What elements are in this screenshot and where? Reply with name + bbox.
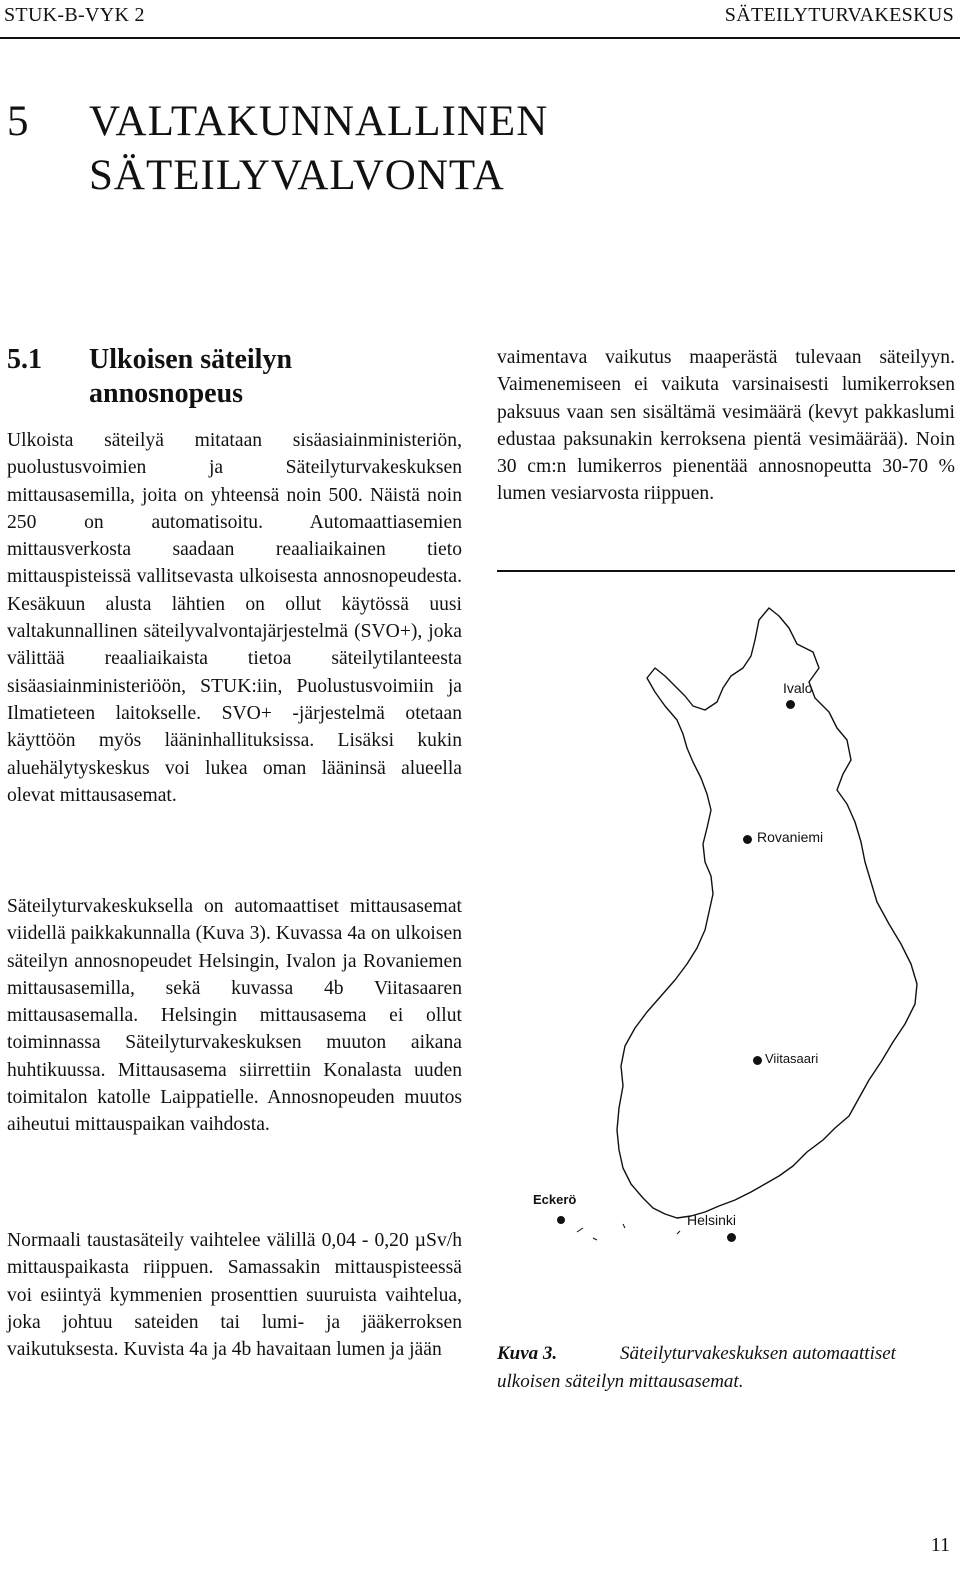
running-header-right: SÄTEILYTURVAKESKUS bbox=[724, 4, 954, 26]
header-rule bbox=[0, 37, 960, 39]
station-dot-viitasaari bbox=[753, 1056, 762, 1065]
section-number: 5.1 bbox=[7, 344, 42, 375]
station-label-eckero: Eckerö bbox=[533, 1192, 577, 1207]
chapter-number: 5 bbox=[7, 98, 30, 145]
station-label-helsinki: Helsinki bbox=[687, 1212, 737, 1228]
finland-outline bbox=[617, 608, 917, 1218]
station-dot-helsinki bbox=[727, 1233, 736, 1242]
caption-lead: Kuva 3. bbox=[497, 1343, 558, 1364]
body-paragraph-2: Säteilyturvakeskuksella on automaattiset mittausasemat viidellä paikkakunnalla (Kuva 3). Kuvassa 4a on ulkoisen säteilyn annosnopeudet Helsingin, Ivalon ja Rovaniemen mittausasemilla, sekä kuvassa 4b Viitasaaren mittausasemalla. Helsingin mittausasema ei ollut toiminnassa Säteilyturvakeskuksen muuton aikana huhtikuussa. Mittausasema siirrettiin Konalasta uuden toimitalon katolle Laippatielle. Annosnopeuden muutos aiheutui mittauspaikan vaihdosta. bbox=[7, 896, 462, 1136]
station-dot-ivalo bbox=[786, 700, 795, 709]
station-label-ivalo: Ivalo bbox=[783, 680, 813, 696]
finland-outline-map bbox=[497, 572, 955, 1252]
archipelago-dots bbox=[577, 1224, 680, 1240]
body-paragraph-3: Normaali taustasäteily vaihtelee välillä 0,04 - 0,20 µSv/h mittauspaikasta riippuen. Samassakin mittauspisteessä voi esiintyä kymmenien prosenttien suuruista vaihtelua, joka johtuu sateiden tai lumi- ja jääkerroksen vaikutuksesta. Kuvista 4a ja 4b havaitaan lumen ja jään bbox=[7, 1230, 462, 1361]
section-title-line1: Ulkoisen säteilyn bbox=[89, 344, 293, 375]
section-title-line2: annosnopeus bbox=[89, 378, 244, 409]
caption-text: Säteilyturvakeskuksen automaattiset ulkoisen säteilyn mittausasemat. bbox=[497, 1343, 896, 1392]
chapter-title bbox=[7, 95, 548, 203]
station-dot-rovaniemi bbox=[743, 835, 752, 844]
chapter-title-line1: VALTAKUNNALLINEN bbox=[89, 98, 549, 145]
station-label-viitasaari: Viitasaari bbox=[765, 1051, 819, 1066]
page-number: 11 bbox=[930, 1534, 950, 1556]
figure-caption bbox=[497, 1340, 957, 1396]
running-header-left: STUK-B-VYK 2 bbox=[4, 4, 145, 26]
chapter-title-line2: SÄTEILYVALVONTA bbox=[89, 152, 505, 199]
station-label-rovaniemi: Rovaniemi bbox=[757, 829, 824, 845]
station-dot-eckero bbox=[557, 1216, 565, 1224]
body-paragraph-1: Ulkoista säteilyä mitataan sisäasiainministeriön, puolustusvoimien ja Säteilyturvakeskuksen mittausasemilla, joita on yhteensä noin 500. Näistä noin 250 on automatisoitu. Automaattiasemien mittausverkosta saadaan reaaliaikainen tieto mittauspisteissä vallitsevasta ulkoisesta annosnopeudesta. Kesäkuun alusta lähtien on ollut käytössä uusi valtakunnallinen säteilyvalvontajärjestelmä (SVO+), joka välittää reaaliaikaista tietoa säteilytilanteesta sisäasiainministeriöön, STUK:iin, Puolustusvoimiin ja Ilmatieteen laitokselle. SVO+ -järjestelmä otetaan käyttöön myös lääninhallituksissa. Lisäksi kukin aluehälytyskeskus voi lukea oman lääninsä alueella olevat mittausasemat. bbox=[7, 430, 462, 806]
finland-station-map bbox=[497, 570, 955, 1252]
section-title bbox=[7, 343, 292, 411]
body-paragraph-right: vaimentava vaikutus maaperästä tulevaan säteilyyn. Vaimenemiseen ei vaikuta varsinaisesti lumikerroksen paksuus vaan sen sisältämä vesimäärä (kevyt pakkaslumi edustaa paksunakin kerroksena pientä vesimäärää). Noin 30 cm:n lumikerros pienentää annosnopeutta 30-70 % lumen vesiarvosta riippuen. bbox=[497, 347, 955, 505]
